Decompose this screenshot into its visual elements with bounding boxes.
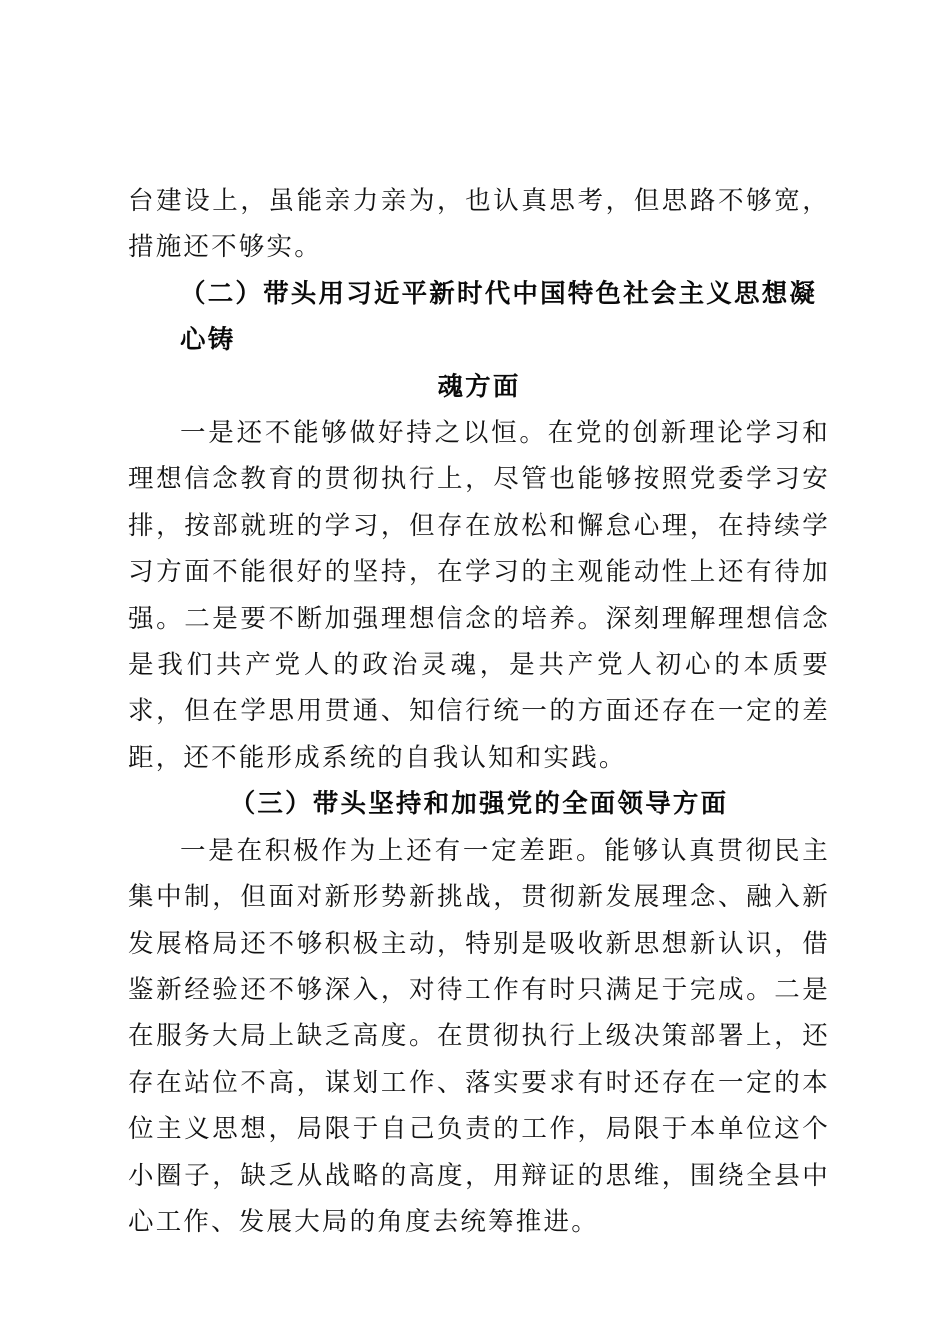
- section-3-body: 一是在积极作为上还有一定差距。能够认真贯彻民主集中制，但面对新形势新挑战，贯彻新发展理念、融入新发展格局还不够积极主动，特别是吸收新思想新认识，借鉴新经验还不够深入，对待工作有时只满足于完成。二是在服务大局上缺乏高度。在贯彻执行上级决策部署上，还存在站位不高，谋划工作、落实要求有时还存在一定的本位主义思想，局限于自己负责的工作，局限于本单位这个小圈子，缺乏从战略的高度，用辩证的思维，围绕全县中心工作、发展大局的角度去统筹推进。: [128, 835, 830, 1237]
- section-2-body: 一是还不能够做好持之以恒。在党的创新理论学习和理想信念教育的贯彻执行上，尽管也能够按照党委学习安排，按部就班的学习，但存在放松和懈怠心理，在持续学习方面不能很好的坚持，在学习的主观能动性上还有待加强。二是要不断加强理想信念的培养。深刻理解理想信念是我们共产党人的政治灵魂，是共产党人初心的本质要求，但在学思用贯通、知信行统一的方面还存在一定的差距，还不能形成系统的自我认知和实践。: [128, 418, 830, 773]
- document-body: [128, 178, 830, 1245]
- section-2-heading-line1: （二）带头用习近平新时代中国特色社会主义思想凝心铸: [180, 278, 818, 356]
- section-2-heading-line2: 魂方面: [437, 371, 521, 402]
- section-3-heading: （三）带头坚持和加强党的全面领导方面: [229, 789, 729, 820]
- intro-paragraph: 台建设上，虽能亲力亲为，也认真思考，但思路不够宽，措施还不够实。: [128, 186, 830, 263]
